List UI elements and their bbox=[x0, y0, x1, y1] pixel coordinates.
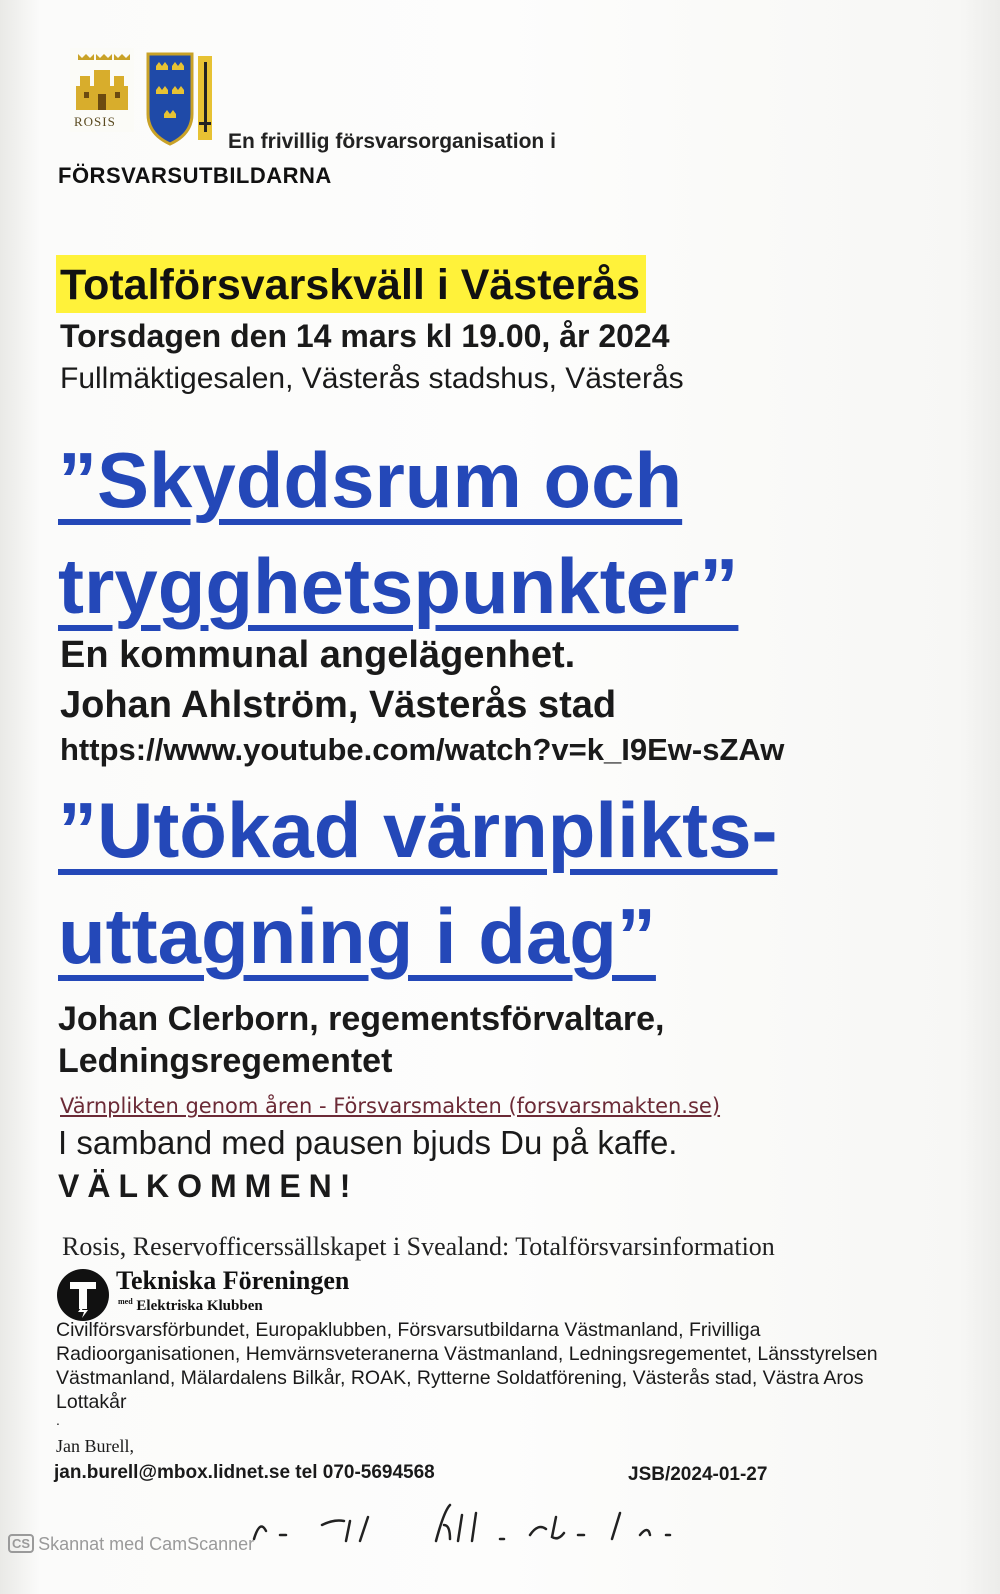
organizer-rosis: Rosis, Reservofficerssällskapet i Svealand: Totalförsvarsinformation bbox=[62, 1232, 775, 1261]
org-tagline: En frivillig försvarsorganisation i bbox=[228, 130, 556, 153]
talk1-subtitle: En kommunal angelägenhet. bbox=[60, 634, 576, 676]
talk1-title-line1: ”Skyddsrum och bbox=[58, 436, 683, 524]
handwritten-signature bbox=[240, 1495, 760, 1545]
tf-sub-prefix: med bbox=[118, 1297, 133, 1306]
talk2-speaker-line1: Johan Clerborn, regementsförvaltare, bbox=[58, 1000, 665, 1038]
talk1-video-url[interactable]: https://www.youtube.com/watch?v=k_I9Ew-sZAw bbox=[60, 732, 785, 767]
tf-sub-text: Elektriska Klubben bbox=[136, 1298, 263, 1314]
coffee-note: I samband med pausen bjuds Du på kaffe. bbox=[58, 1124, 678, 1161]
talk1-title-line2: trygghetspunkter” bbox=[58, 542, 739, 630]
elektriska-klubben-name bbox=[118, 1297, 263, 1315]
event-date: Torsdagen den 14 mars kl 19.00, år 2024 bbox=[60, 318, 670, 354]
talk2-title-line1: ”Utökad värnplikts- bbox=[58, 786, 778, 874]
rosis-logo-text: ROSIS bbox=[74, 114, 116, 129]
event-title: Totalförsvarskväll i Västerås bbox=[56, 255, 646, 313]
org-name: FÖRSVARSUTBILDARNA bbox=[58, 163, 332, 188]
talk2-title-line2: uttagning i dag” bbox=[58, 892, 656, 980]
forsvarsutbildarna-shield-icon bbox=[146, 52, 216, 148]
talk2-reference-link[interactable]: Värnplikten genom åren - Försvarsmakten (forsvarsmakten.se) bbox=[60, 1094, 721, 1118]
talk2-speaker-line2: Ledningsregementet bbox=[58, 1042, 393, 1080]
event-venue: Fullmäktigesalen, Västerås stadshus, Västerås bbox=[60, 362, 684, 395]
camscanner-label: Skannat med CamScanner bbox=[38, 1534, 255, 1554]
talk1-speaker: Johan Ahlström, Västerås stad bbox=[60, 684, 617, 726]
separator-dot: . bbox=[56, 1412, 60, 1428]
contact-email-phone: jan.burell@mbox.lidnet.se tel 070-5694568 bbox=[54, 1462, 435, 1483]
tekniska-foreningen-logo-icon bbox=[56, 1268, 110, 1322]
camscanner-badge: CS bbox=[8, 1534, 34, 1553]
tekniska-foreningen-name: Tekniska Föreningen bbox=[116, 1266, 350, 1295]
camscanner-watermark bbox=[8, 1534, 254, 1555]
document-reference: JSB/2024-01-27 bbox=[628, 1464, 768, 1485]
organizer-list: Civilförsvarsförbundet, Europaklubben, Försvarsutbildarna Västmanland, Frivilliga Radioorganisationen, Hemvärnsveteranerna Västmanland, Ledningsregementet, Länsstyrelsen Västmanland, Mälardalens Bilkår, ROAK, Rytterne Soldatförening, Västerås stad, Västra Aros Lottakår bbox=[56, 1319, 878, 1413]
contact-name: Jan Burell, bbox=[56, 1436, 134, 1456]
welcome-text: VÄLKOMMEN! bbox=[58, 1168, 359, 1204]
